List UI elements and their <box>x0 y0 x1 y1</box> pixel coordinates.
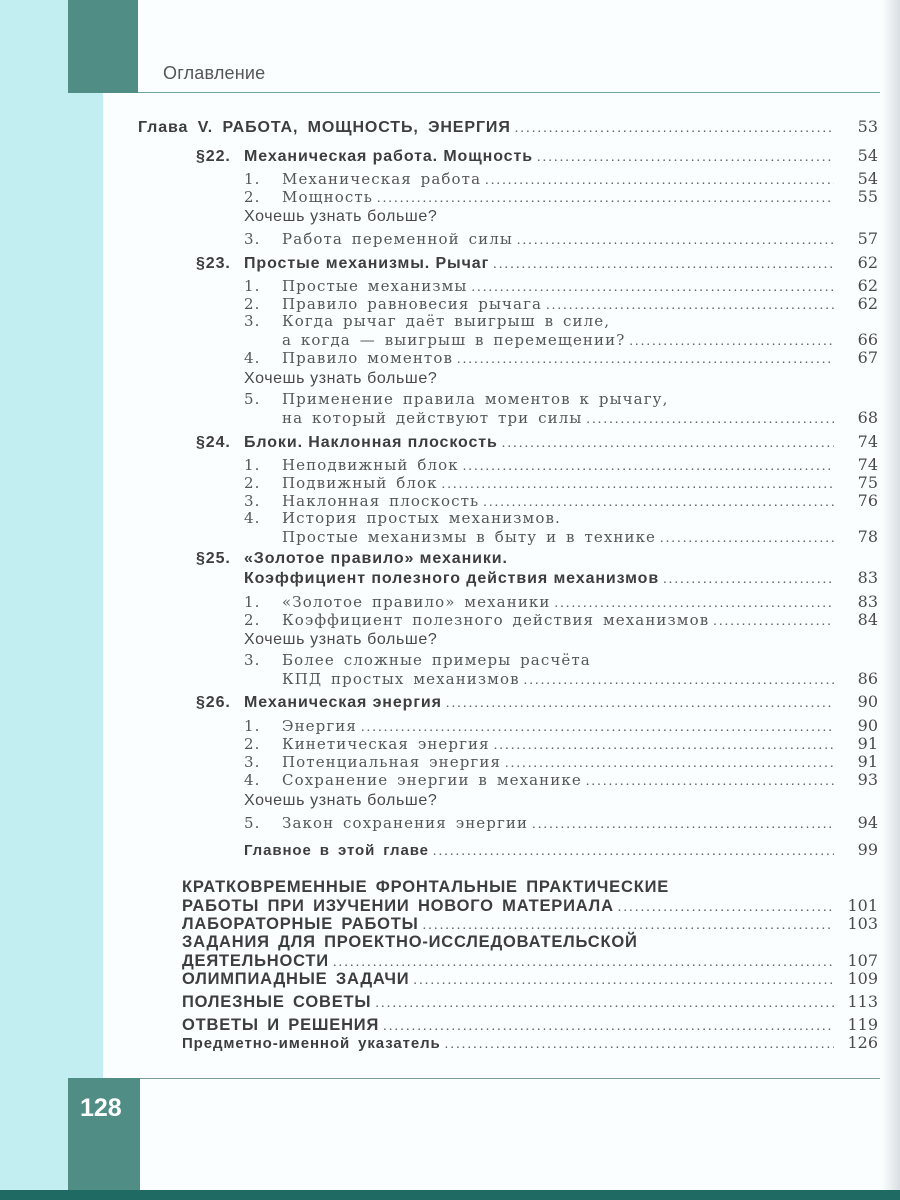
item-title: Неподвижный блок <box>282 456 459 474</box>
item-page: 67 <box>857 348 878 367</box>
item-page: 55 <box>857 187 878 206</box>
item-number: 4. <box>244 771 261 789</box>
section-page: 54 <box>857 146 878 165</box>
leader-dots <box>446 696 834 712</box>
extra-heading: Хочешь узнать больше? <box>244 208 438 225</box>
item-page: 93 <box>857 770 878 789</box>
item-number: 2. <box>244 474 261 492</box>
toc-section-25[interactable] <box>244 568 878 588</box>
section-title: Механическая энергия <box>244 694 442 711</box>
item-page: 75 <box>857 473 878 492</box>
item-number: 5. <box>244 390 261 408</box>
item-title: Мощность <box>282 188 374 206</box>
appendix-title: ПОЛЕЗНЫЕ СОВЕТЫ <box>182 993 372 1011</box>
toc-item[interactable] <box>244 473 878 493</box>
item-number: 3. <box>244 651 261 669</box>
section-title: Коэффициент полезного действия механизмов <box>244 570 660 587</box>
item-number: 1. <box>244 456 261 474</box>
toc-section-26[interactable] <box>196 692 878 712</box>
item-title: на который действуют три силы <box>282 409 583 427</box>
section-title-line1: «Золотое правило» механики. <box>244 550 508 567</box>
item-title: Правило моментов <box>282 349 454 367</box>
section-title: Механическая работа. Мощность <box>244 148 533 165</box>
page-title: Оглавление <box>163 63 266 83</box>
item-title: Сохранение энергии в механике <box>282 771 582 789</box>
toc-item[interactable] <box>244 187 878 207</box>
toc-item-line1 <box>244 509 561 527</box>
toc-item[interactable] <box>244 770 878 790</box>
leader-dots <box>413 973 834 989</box>
leader-dots <box>377 191 834 207</box>
toc-item[interactable] <box>244 592 878 612</box>
appendix-page: 107 <box>847 951 878 970</box>
item-page: 62 <box>857 294 878 313</box>
toc-item[interactable] <box>244 169 878 189</box>
item-number: 3. <box>244 230 261 248</box>
toc-appendix-item[interactable] <box>182 969 878 989</box>
item-page: 78 <box>857 527 878 546</box>
item-page: 74 <box>857 455 878 474</box>
leader-dots <box>517 233 834 249</box>
section-page: 74 <box>857 432 878 451</box>
extra-heading: Хочешь узнать больше? <box>244 792 438 809</box>
toc-item[interactable] <box>282 527 878 547</box>
toc-item[interactable] <box>244 229 878 249</box>
item-number: 3. <box>244 753 261 771</box>
toc-chapter-page: 53 <box>857 117 878 136</box>
item-page: 54 <box>857 169 878 188</box>
item-number: 2. <box>244 611 261 629</box>
toc-section-22[interactable] <box>196 146 878 166</box>
item-number: 4. <box>244 509 261 527</box>
item-page: 57 <box>857 229 878 248</box>
item-page: 62 <box>857 276 878 295</box>
leader-dots <box>493 257 834 273</box>
toc-chapter-title: Глава V. РАБОТА, МОЩНОСТЬ, ЭНЕРГИЯ <box>138 119 511 136</box>
appendix-page: 113 <box>847 992 878 1011</box>
appendix-page: 126 <box>847 1033 878 1052</box>
leader-dots <box>375 996 834 1012</box>
item-page: 66 <box>857 330 878 349</box>
toc-item-line1 <box>244 651 591 669</box>
toc-summary[interactable] <box>244 840 878 860</box>
toc-item[interactable] <box>244 455 878 475</box>
item-title: а когда — выигрыш в перемещении? <box>282 331 626 349</box>
item-title: Кинетическая энергия <box>282 735 490 753</box>
item-title: Энергия <box>282 717 357 735</box>
item-page: 84 <box>857 610 878 629</box>
section-title: Простые механизмы. Рычаг <box>244 255 490 272</box>
item-page: 94 <box>857 813 878 832</box>
appendix-title: ОЛИМПИАДНЫЕ ЗАДАЧИ <box>182 970 410 988</box>
toc-item[interactable] <box>244 276 878 296</box>
leader-dots <box>586 412 834 428</box>
header-tab-decoration <box>68 0 138 93</box>
item-number: 1. <box>244 277 261 295</box>
item-title: Наклонная плоскость <box>282 492 480 510</box>
appendix-title: РАБОТЫ ПРИ ИЗУЧЕНИИ НОВОГО МАТЕРИАЛА <box>182 897 614 915</box>
appendix-page: 119 <box>847 1015 878 1034</box>
item-number: 2. <box>244 188 261 206</box>
appendix-page: 109 <box>847 969 878 988</box>
item-page: 76 <box>857 491 878 510</box>
page-number: 128 <box>80 1094 122 1122</box>
leader-dots <box>537 150 834 166</box>
section-number: §23. <box>196 255 231 272</box>
appendix-page: 101 <box>847 896 878 915</box>
item-number: 3. <box>244 312 261 330</box>
item-page: 83 <box>857 592 878 611</box>
item-number: 1. <box>244 593 261 611</box>
item-page: 86 <box>857 669 878 688</box>
item-title: Механическая работа <box>282 170 482 188</box>
toc-item[interactable] <box>244 752 878 772</box>
summary-page: 99 <box>857 840 878 859</box>
item-page: 91 <box>857 734 878 753</box>
appendix-title-line1: КРАТКОВРЕМЕННЫЕ ФРОНТАЛЬНЫЕ ПРАКТИЧЕСКИЕ <box>182 878 670 896</box>
section-number: §22. <box>196 148 231 165</box>
item-page: 90 <box>857 716 878 735</box>
summary-title: Главное в этой главе <box>244 842 429 859</box>
item-number: 4. <box>244 349 261 367</box>
left-margin-band <box>0 0 103 1190</box>
toc-section-23[interactable] <box>196 253 878 273</box>
item-title: Подвижный блок <box>282 474 438 492</box>
item-number: 3. <box>244 492 261 510</box>
bottom-edge-bar <box>0 1190 900 1200</box>
header-divider <box>138 92 880 93</box>
toc-appendix-item[interactable] <box>182 1033 878 1053</box>
leader-dots <box>663 572 834 588</box>
leader-dots <box>433 844 834 860</box>
leader-dots <box>423 918 834 934</box>
toc-item[interactable] <box>244 491 878 511</box>
section-title: Блоки. Наклонная плоскость <box>244 434 498 451</box>
item-title-line1: Более сложные примеры расчёта <box>282 651 591 669</box>
toc-item[interactable] <box>244 734 878 754</box>
item-number: 2. <box>244 735 261 753</box>
toc-item[interactable] <box>282 408 878 428</box>
item-title: Потенциальная энергия <box>282 753 502 771</box>
leader-dots <box>515 121 834 137</box>
toc-item[interactable] <box>244 813 878 833</box>
item-title: «Золотое правило» механики <box>282 593 551 611</box>
toc-appendix-item[interactable] <box>182 896 878 916</box>
item-title: Правило равновесия рычага <box>282 295 543 313</box>
leader-dots <box>713 614 834 630</box>
extra-heading: Хочешь узнать больше? <box>244 631 438 648</box>
toc-section-25-line1 <box>196 550 508 568</box>
appendix-title: ЛАБОРАТОРНЫЕ РАБОТЫ <box>182 915 419 933</box>
appendix-title-line1: ЗАДАНИЯ ДЛЯ ПРОЕКТНО-ИССЛЕДОВАТЕЛЬСКОЙ <box>182 933 638 951</box>
toc-appendix-item[interactable] <box>182 992 878 1012</box>
toc-appendix-item[interactable] <box>182 1015 878 1035</box>
section-number: §26. <box>196 694 231 711</box>
footer-divider <box>140 1078 880 1079</box>
section-page: 90 <box>857 692 878 711</box>
leader-dots <box>502 436 834 452</box>
item-number: 2. <box>244 295 261 313</box>
item-page: 68 <box>857 408 878 427</box>
toc-item[interactable] <box>244 348 878 368</box>
toc-item-line1 <box>244 312 610 330</box>
toc-appendix-item[interactable] <box>182 914 878 934</box>
toc-chapter[interactable] <box>138 117 878 137</box>
item-number: 1. <box>244 717 261 735</box>
item-number: 1. <box>244 170 261 188</box>
toc-item[interactable] <box>282 330 878 350</box>
appendix-title: ОТВЕТЫ И РЕШЕНИЯ <box>182 1016 380 1034</box>
leader-dots <box>445 1037 834 1053</box>
section-page: 62 <box>857 253 878 272</box>
item-title: Коэффициент полезного действия механизмов <box>282 611 710 629</box>
item-title: Простые механизмы в быту и в технике <box>282 528 657 546</box>
leader-dots <box>660 531 834 547</box>
toc-section-24[interactable] <box>196 432 878 452</box>
toc-appendix-item[interactable] <box>182 951 878 971</box>
section-page: 83 <box>857 568 878 587</box>
leader-dots <box>532 817 834 833</box>
toc-item[interactable] <box>282 669 878 689</box>
item-title: КПД простых механизмов <box>282 670 520 688</box>
item-title-line1: История простых механизмов. <box>282 509 561 527</box>
item-title: Работа переменной силы <box>282 230 513 248</box>
item-number: 5. <box>244 814 261 832</box>
appendix-title: ДЕЯТЕЛЬНОСТИ <box>182 952 329 970</box>
toc-item[interactable] <box>244 610 878 630</box>
appendix-title: Предметно-именной указатель <box>182 1035 441 1052</box>
page-edge-shadow <box>882 0 900 1190</box>
item-title-line1: Применение правила моментов к рычагу, <box>282 390 669 408</box>
section-number: §25. <box>196 550 231 567</box>
toc-item[interactable] <box>244 294 878 314</box>
item-title: Простые механизмы <box>282 277 468 295</box>
item-title: Закон сохранения энергии <box>282 814 529 832</box>
leader-dots <box>586 774 834 790</box>
appendix-page: 103 <box>847 914 878 933</box>
item-page: 91 <box>857 752 878 771</box>
leader-dots <box>524 673 834 689</box>
extra-heading: Хочешь узнать больше? <box>244 370 438 387</box>
toc-item-line1 <box>244 390 668 408</box>
section-number: §24. <box>196 434 231 451</box>
leader-dots <box>457 352 834 368</box>
item-title-line1: Когда рычаг даёт выигрыш в силе, <box>282 312 611 330</box>
toc-item[interactable] <box>244 716 878 736</box>
